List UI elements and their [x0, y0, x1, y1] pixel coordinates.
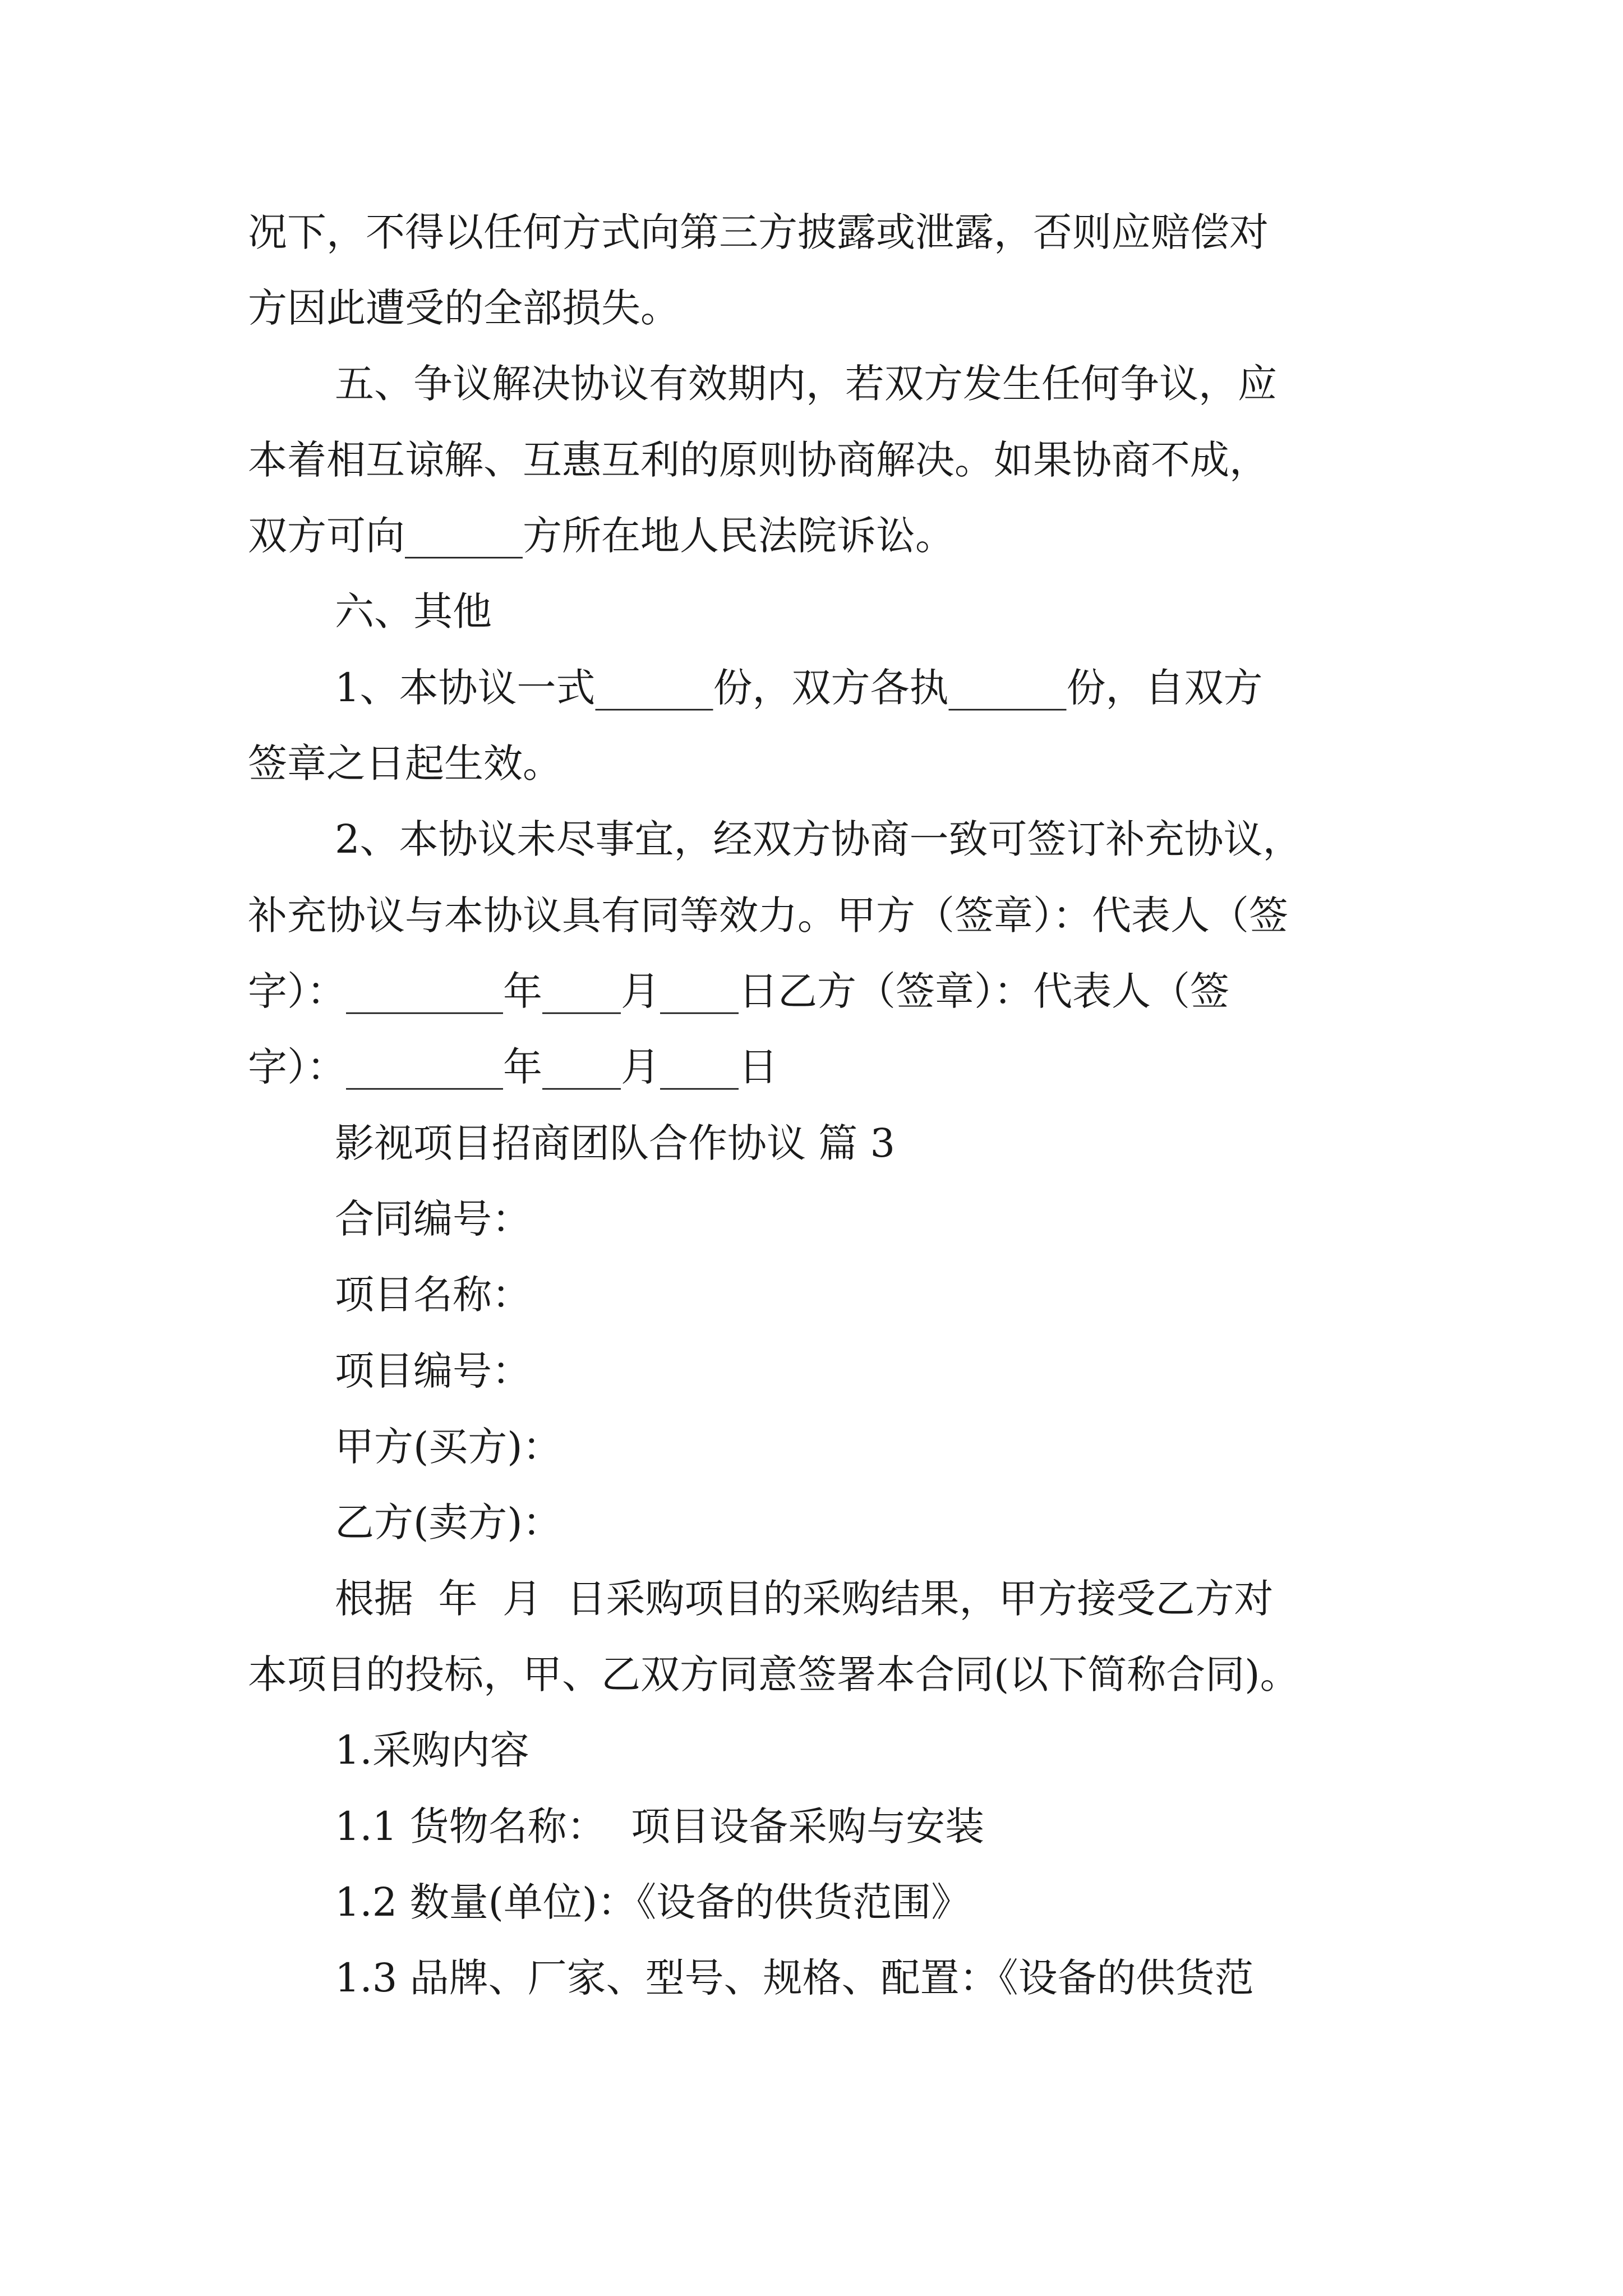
- text-line: 双方可向______方所在地人民法院诉讼。: [248, 513, 955, 559]
- text-line: 1.3 品牌、厂家、型号、规格、配置：《设备的供货范: [335, 1955, 1254, 2001]
- text-line: 乙方(卖方)：: [335, 1499, 562, 1545]
- text-line: 本项目的投标，甲、乙双方同意签署本合同(以下简称合同)。: [248, 1651, 1299, 1697]
- text-line: 本着相互谅解、互惠互利的原则协商解决。如果协商不成，: [248, 437, 1269, 483]
- text-line: 根据 年 月 日采购项目的采购结果，甲方接受乙方对: [335, 1576, 1274, 1622]
- text-line: 补充协议与本协议具有同等效力。甲方（签章）：代表人（签: [248, 892, 1288, 938]
- text-line: 五、争议解决协议有效期内，若双方发生任何争议，应: [335, 361, 1277, 407]
- text-line: 字）：________年____月____日: [248, 1044, 778, 1090]
- text-line: 1.采购内容: [335, 1727, 529, 1773]
- text-line: 字）：________年____月____日乙方（签章）：代表人（签: [248, 968, 1229, 1014]
- section-title: 影视项目招商团队合作协议 篇 3: [335, 1120, 896, 1166]
- text-line: 方因此遭受的全部损失。: [248, 285, 680, 331]
- text-line: 甲方(买方)：: [335, 1424, 562, 1470]
- text-line: 1.1 货物名称： 项目设备采购与安装: [335, 1803, 985, 1849]
- text-line: 项目名称：: [335, 1272, 531, 1318]
- text-line: 况下，不得以任何方式向第三方披露或泄露，否则应赔偿对: [248, 209, 1269, 255]
- text-line: 六、其他: [335, 588, 492, 634]
- text-line: 合同编号：: [335, 1196, 531, 1242]
- text-line: 1、本协议一式______份，双方各执______份，自双方: [335, 665, 1263, 711]
- text-line: 2、本协议未尽事宜，经双方协商一致可签订补充协议，: [335, 816, 1302, 862]
- text-line: 1.2 数量(单位)：《设备的供货范围》: [335, 1879, 971, 1925]
- text-line: 签章之日起生效。: [248, 740, 562, 786]
- text-line: 项目编号：: [335, 1348, 531, 1394]
